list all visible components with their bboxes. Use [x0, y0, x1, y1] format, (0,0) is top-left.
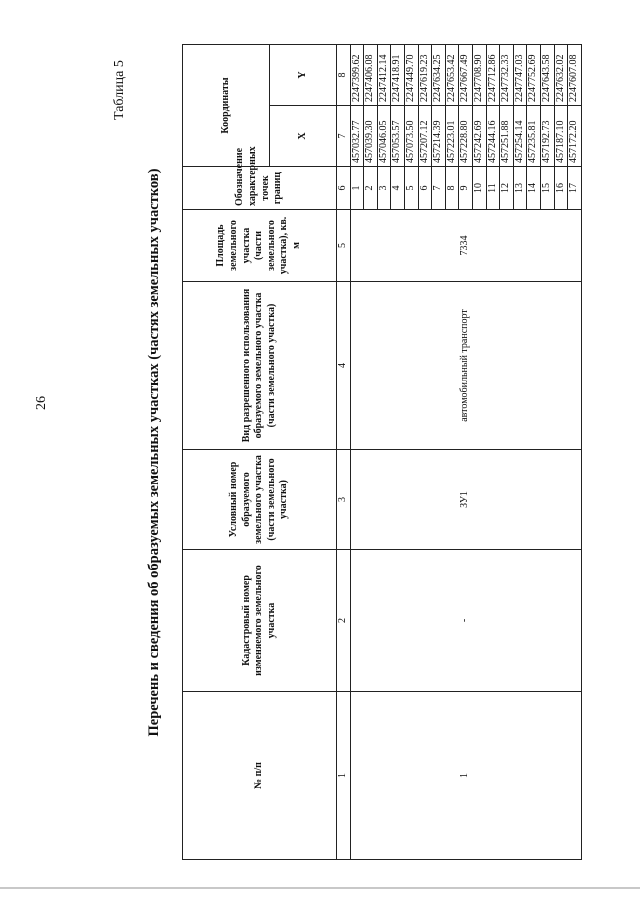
column-number: 7 — [337, 106, 351, 167]
column-numbers-row — [337, 44, 351, 859]
point-number: 14 — [527, 167, 541, 210]
point-number: 6 — [418, 167, 432, 210]
point-y: 2247643.58 — [540, 44, 554, 105]
page-number: 26 — [34, 396, 49, 410]
point-number: 16 — [554, 167, 568, 210]
table-row — [350, 44, 364, 859]
land-plots-table — [182, 44, 582, 860]
point-number: 15 — [540, 167, 554, 210]
point-x: 457053.57 — [391, 106, 405, 167]
point-x: 457214.39 — [432, 106, 446, 167]
point-y: 2247752.69 — [527, 44, 541, 105]
point-x: 457251.88 — [500, 106, 514, 167]
point-x: 457235.81 — [527, 106, 541, 167]
header-index: № п/п — [183, 692, 337, 860]
point-number: 7 — [432, 167, 446, 210]
point-number: 3 — [377, 167, 391, 210]
header-cadastral-number: Кадастровый номер изменяемого земельного участка — [183, 550, 337, 692]
header-conditional-number: Условный номер образуемого земельного участка (части земельного участка) — [183, 450, 337, 550]
point-y: 2247712.86 — [486, 44, 500, 105]
point-y: 2247708.90 — [472, 44, 486, 105]
point-number: 12 — [500, 167, 514, 210]
point-x: 457046.05 — [377, 106, 391, 167]
point-x: 457073.50 — [404, 106, 418, 167]
point-y: 2247747.03 — [513, 44, 527, 105]
point-y: 2247412.14 — [377, 44, 391, 105]
header-point-designation: Обозначение характерных точек границ — [183, 167, 337, 210]
table-header — [183, 44, 351, 859]
table-body — [350, 44, 581, 859]
point-number: 9 — [459, 167, 473, 210]
column-number: 3 — [337, 450, 351, 550]
point-x: 457192.73 — [540, 106, 554, 167]
header-coordinates: Координаты — [183, 44, 270, 166]
point-y: 2247667.49 — [459, 44, 473, 105]
point-x: 457228.80 — [459, 106, 473, 167]
point-x: 457242.69 — [472, 106, 486, 167]
record-conditional-number: ЗУ1 — [350, 450, 581, 550]
record-index: 1 — [350, 692, 581, 860]
point-y: 2247418.91 — [391, 44, 405, 105]
point-x: 457223.01 — [445, 106, 459, 167]
scan-edge-line — [0, 887, 640, 889]
point-x: 457254.14 — [513, 106, 527, 167]
point-number: 5 — [404, 167, 418, 210]
record-area: 7334 — [350, 210, 581, 282]
record-permitted-use: автомобильный транспорт — [350, 282, 581, 450]
point-y: 2247619.23 — [418, 44, 432, 105]
point-x: 457207.12 — [418, 106, 432, 167]
point-number: 11 — [486, 167, 500, 210]
column-number: 4 — [337, 282, 351, 450]
header-permitted-use: Вид разрешенного использования образуемого земельного участка (части земельного участка) — [183, 282, 337, 450]
header-x: X — [270, 106, 337, 167]
point-x: 457172.20 — [568, 106, 582, 167]
table-label: Таблица 5 — [112, 60, 127, 120]
point-y: 2247653.42 — [445, 44, 459, 105]
document-title: Перечень и сведения об образуемых земельных участках (частях земельных участков) — [146, 168, 162, 737]
column-number: 5 — [337, 210, 351, 282]
header-area: Площадь земельного участка (части земельного участка), кв. м — [183, 210, 337, 282]
rotated-content — [112, 45, 600, 860]
point-y: 2247632.02 — [554, 44, 568, 105]
point-number: 8 — [445, 167, 459, 210]
point-y: 2247449.70 — [404, 44, 418, 105]
point-x: 457244.16 — [486, 106, 500, 167]
column-number: 8 — [337, 44, 351, 105]
column-number: 2 — [337, 550, 351, 692]
header-y: Y — [270, 44, 337, 105]
point-number: 4 — [391, 167, 405, 210]
point-number: 1 — [350, 167, 364, 210]
point-x: 457032.77 — [350, 106, 364, 167]
point-number: 17 — [568, 167, 582, 210]
point-x: 457187.10 — [554, 106, 568, 167]
point-x: 457039.30 — [364, 106, 378, 167]
column-number: 1 — [337, 692, 351, 860]
point-y: 2247406.08 — [364, 44, 378, 105]
point-number: 2 — [364, 167, 378, 210]
point-number: 13 — [513, 167, 527, 210]
point-y: 2247732.33 — [500, 44, 514, 105]
point-y: 2247399.62 — [350, 44, 364, 105]
column-number: 6 — [337, 167, 351, 210]
record-cadastral-number: - — [350, 550, 581, 692]
point-y: 2247634.25 — [432, 44, 446, 105]
point-y: 2247607.08 — [568, 44, 582, 105]
point-number: 10 — [472, 167, 486, 210]
